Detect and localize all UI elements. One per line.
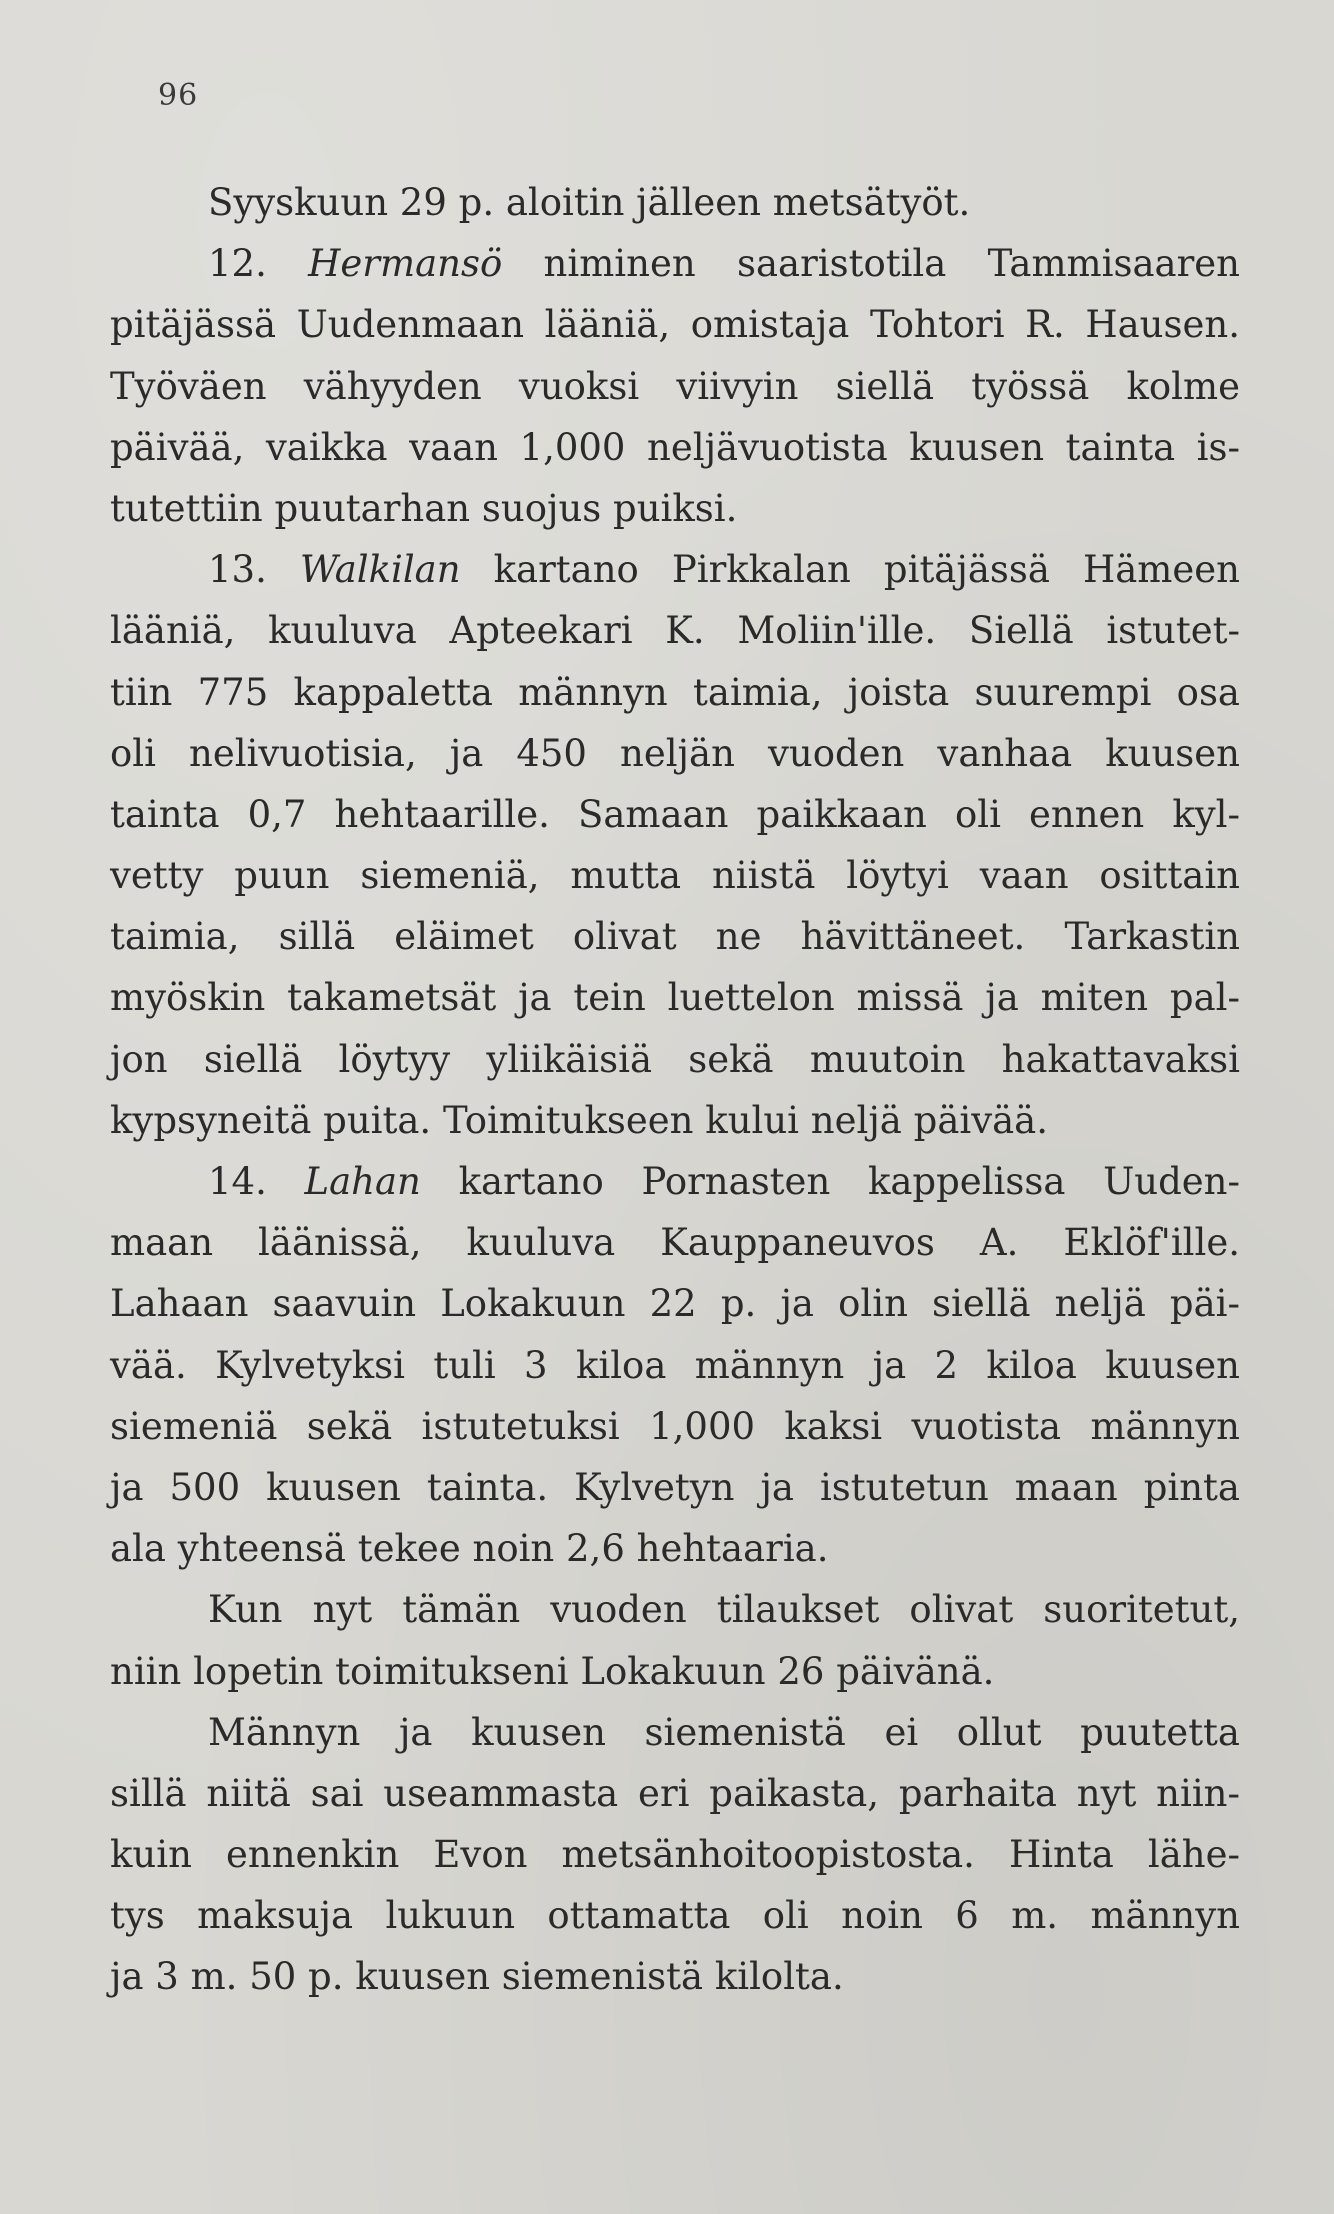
body-text [110, 172, 1240, 2008]
text-line: sillä niitä sai useammasta eri paikasta, parhaita nyt niin- [110, 1771, 1240, 1815]
text-line: taimia, sillä eläimet olivat ne hävittäneet. Tarkastin [110, 915, 1240, 959]
text-line: maan läänissä, kuuluva Kauppaneuvos A. Eklöf'ille. [110, 1221, 1240, 1265]
text-line: Männyn ja kuusen siemenistä ei ollut puutetta [208, 1710, 1240, 1754]
text-span: niminen saaristotila Tammisaaren [502, 242, 1240, 286]
text-line: pitäjässä Uudenmaan lääniä, omistaja Tohtori R. Hausen. [110, 303, 1240, 347]
text-span: 14. [208, 1160, 305, 1203]
text-span: kartano Pornasten kappelissa Uuden- [420, 1160, 1241, 1203]
text-span: 12. [208, 242, 309, 286]
text-line: kypsyneitä puita. Toimitukseen kului neljä päivää. [110, 1098, 1048, 1142]
estate-name: Hermansö [308, 242, 503, 286]
text-line: vää. Kylvetyksi tuli 3 kiloa männyn ja 2 kiloa kuusen [110, 1343, 1240, 1387]
text-line: vetty puun siemeniä, mutta niistä löytyi vaan osittain [110, 854, 1240, 898]
text-line: lääniä, kuuluva Apteekari K. Moliin'ille. Siellä istutet- [110, 609, 1240, 653]
text-line: ja 500 kuusen tainta. Kylvetyn ja istutetun maan pinta [110, 1465, 1240, 1509]
text-line: kuin ennenkin Evon metsänhoitoopistosta. Hinta lähe- [110, 1833, 1240, 1877]
text-line [110, 1151, 1240, 1212]
text-line: tainta 0,7 hehtaarille. Samaan paikkaan oli ennen kyl- [110, 792, 1240, 836]
estate-name: Walkilan [299, 548, 461, 592]
text-span: kartano Pirkkalan pitäjässä Hämeen [460, 548, 1241, 592]
text-line: siemeniä sekä istutetuksi 1,000 kaksi vuotista männyn [110, 1404, 1240, 1448]
text-line: ala yhteensä tekee noin 2,6 hehtaaria. [110, 1527, 829, 1571]
text-line: Kun nyt tämän vuoden tilaukset olivat suoritetut, [208, 1588, 1240, 1632]
text-line [110, 539, 1240, 600]
text-line: ja 3 m. 50 p. kuusen siemenistä kilolta. [110, 1955, 844, 1999]
estate-name: Lahan [304, 1160, 421, 1203]
text-line: tys maksuja lukuun ottamatta oli noin 6 m. männyn [110, 1894, 1240, 1938]
text-line: tiin 775 kappaletta männyn taimia, joista suurempi osa [110, 670, 1240, 714]
text-line: Työväen vähyyden vuoksi viivyin siellä työssä kolme [110, 364, 1240, 408]
text-line: päivää, vaikka vaan 1,000 neljävuotista kuusen tainta is- [110, 425, 1240, 469]
text-line: tutettiin puutarhan suojus puiksi. [110, 486, 738, 530]
text-span: 13. [208, 548, 300, 592]
text-line: Lahaan saavuin Lokakuun 22 p. ja olin siellä neljä päi- [110, 1282, 1240, 1326]
page-number: 96 [158, 78, 199, 113]
text-line: myöskin takametsät ja tein luettelon missä ja miten pal- [110, 976, 1240, 1020]
text-line [110, 233, 1240, 294]
text-line: niin lopetin toimitukseni Lokakuun 26 päivänä. [110, 1649, 995, 1693]
text-line: Syyskuun 29 p. aloitin jälleen metsätyöt. [208, 181, 971, 224]
text-line: oli nelivuotisia, ja 450 neljän vuoden vanhaa kuusen [110, 731, 1240, 775]
text-line: jon siellä löytyy yliikäisiä sekä muutoin hakattavaksi [110, 1037, 1240, 1081]
